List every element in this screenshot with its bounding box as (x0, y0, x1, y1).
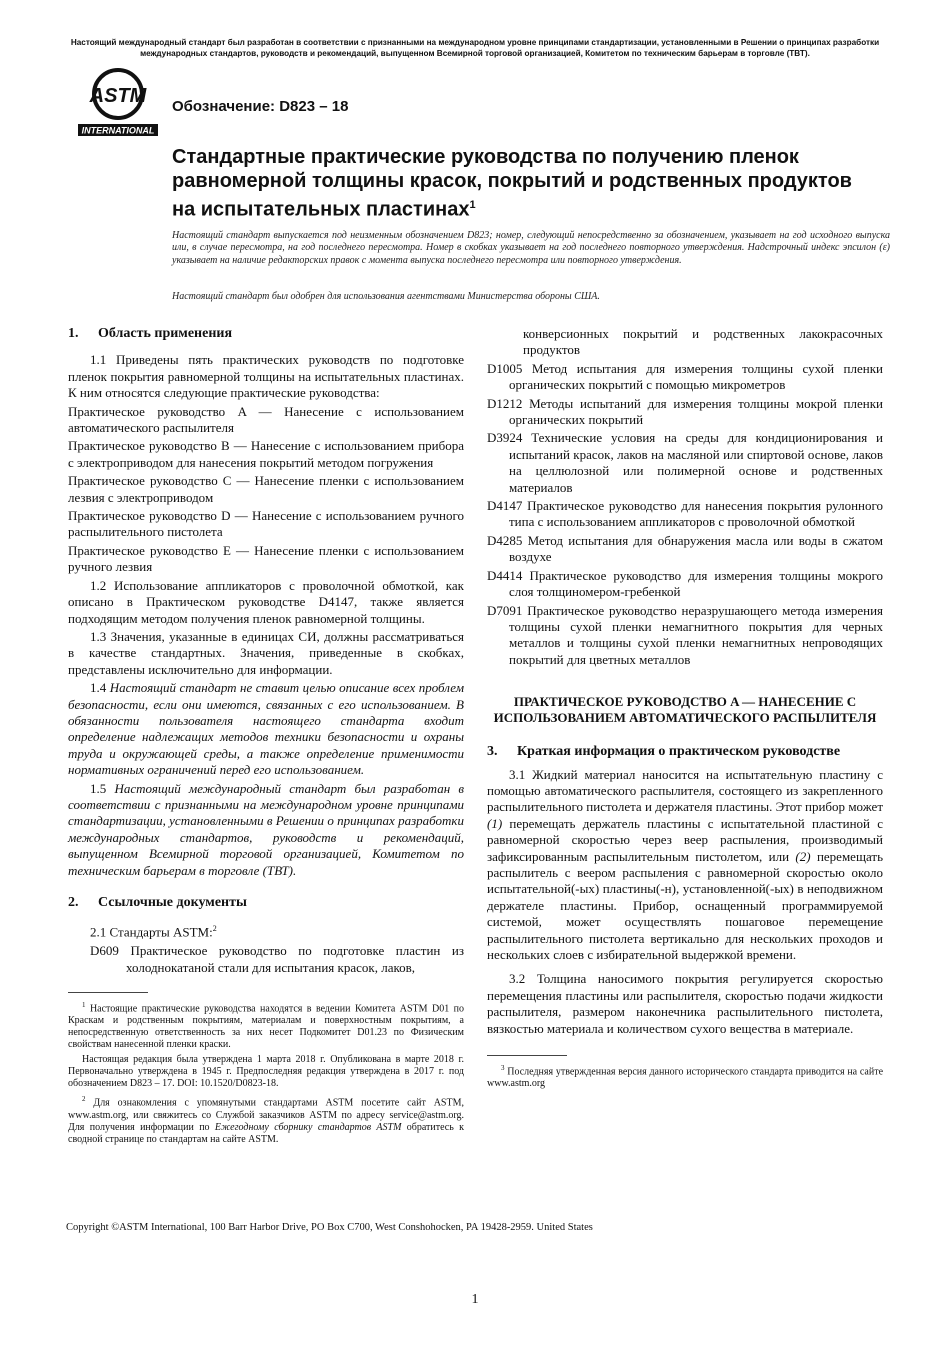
footnote-2-marker: 2 (82, 1095, 86, 1104)
ref-d4414-text: Практическое руководство для измерения толщины мокрого слоя толщиномером-гребенкой (509, 567, 884, 600)
para-3-1 (487, 767, 883, 964)
footnote-ref-2: 2 (212, 924, 217, 934)
footnote-divider-right (487, 1055, 567, 1056)
footnote-2-tail: обратитесь к сводной странице по стандартам на сайте ASTM. (68, 1121, 464, 1145)
left-column (68, 326, 464, 1149)
section-2-number: 2. (68, 895, 79, 910)
para-3-1-a: 3.1 Жидкий материал наносится на испытательную пластину с помощью автоматического распылителя, состоящего из закрепленного распылительного пистолета и держателя пластины. Этот прибор может (487, 766, 883, 815)
ref-d3924 (465, 430, 883, 496)
section-3-heading (487, 744, 883, 760)
ref-d609-text: Практическое руководство по подготовке пластин из холоднокатаной стали для испытания красок, лаков, (126, 943, 465, 975)
right-column (487, 326, 883, 1093)
para-3-1-marker-2: (2) (795, 848, 811, 864)
footnote-divider (68, 992, 148, 993)
para-1-4-text: Настоящий стандарт не ставит целью описание всех проблем безопасности, если они имеются, связанных с его использованием. В обязанности пользователя настоящего стандарта входит определение надлежащих методов техники безопасности и охраны труда и окружающей среды, а также определение применимости нормативных ограничений перед его использованием. (68, 680, 464, 778)
page-number: 1 (471, 1292, 479, 1307)
ref-d609-code: D609 (90, 943, 119, 959)
practice-b: Практическое руководство B — Нанесение с использованием прибора с электроприводом для нанесения покрытий методом погружения (68, 438, 464, 470)
para-3-1-b: перемещать держатель пластины с испытательной пластиной с равномерной скоростью через веер распыления, производимый зафиксированным распылительным пистолетом, или (487, 815, 883, 864)
ref-d3924-text: Технические условия на среды для кондиционирования и испытаний красок, лаков на масляной или спиртовой основе, лаков на целлюлозной или полимерной основе и родственных материалов (509, 430, 883, 495)
ref-d4414-code: D4414 (487, 567, 523, 583)
footnote-2-text: Для ознакомления с упомянутыми стандартами ASTM посетите сайт ASTM, www.astm.org, или свяжитесь со Службой заказчиков ASTM по адресу service@astm.org. Для получения информации по (68, 1097, 464, 1133)
para-1-4-number: 1.4 (90, 680, 107, 696)
footnote-1 (68, 999, 464, 1051)
section-3-number: 3. (487, 744, 498, 760)
para-1-5-number: 1.5 (90, 780, 107, 796)
footnote-1-text: Настоящие практические руководства находятся в ведении Комитета ASTM D01 по Краскам и родственным покрытиям, материалам и поверхностным покрытиям, а непосредственную ответственность за них несет Подкомитет D01.23 по Физическим свойствам нанесенной пленки краски. (68, 1003, 465, 1051)
ref-d1005-text: Метод испытания для измерения толщины сухой пленки органических покрытий с помощью микрометров (509, 360, 884, 393)
document-title (172, 145, 872, 222)
ref-d7091-text: Практическое руководство неразрушающего метода измерения толщины сухой пленки немагнитного покрытия для черных металлов и толщины сухой пленки немагнитных непроводящих покрытий для цветных металлов (509, 602, 884, 667)
footnote-2-italic: Ежегодному сборнику стандартов ASTM (214, 1121, 402, 1133)
logo-mark: ASTM (89, 85, 147, 107)
para-1-4 (68, 680, 464, 778)
para-1-2: 1.2 Использование аппликаторов с проволочной обмоткой, как описано в Практическом руководстве D4147, также является подходящим методом получения пленок равномерной толщины. (68, 577, 464, 626)
ref-d4285-text: Метод испытания для обнаружения масла или воды в сжатом воздухе (509, 532, 883, 565)
section-1-heading (68, 326, 464, 342)
ref-d1005-code: D1005 (487, 360, 523, 376)
ref-d7091-code: D7091 (487, 602, 523, 618)
astm-logo-icon (76, 66, 160, 138)
title-footnote-ref: 1 (469, 199, 476, 211)
ref-d4285 (465, 533, 883, 566)
para-3-1-c: перемещать распылитель с веером распыления с равномерной скоростью около испытательной(-ых) пластины(-н), установленной(-ых) в неподвижном держателе пластины. Прибор, оснащенный программируемой системой, может осуществлять пошаговое перемещение распылительного пистолета вертикально для нескольких проходов и нескольких слоев с избирательной выдержкой времени. (487, 848, 883, 962)
practice-d: Практическое руководство D — Нанесение с использованием ручного распылительного пистолета (68, 508, 464, 540)
section-3-title: Краткая информация о практическом руководстве (517, 744, 841, 760)
ref-d4285-code: D4285 (487, 532, 523, 548)
para-3-1-marker-1: (1) (487, 815, 503, 831)
practice-c: Практическое руководство C — Нанесение пленки с использованием лезвия с электроприводом (68, 473, 464, 505)
standard-notice: Настоящий международный стандарт был разработан в соответствии с признанными на международном уровне принципами стандартизации, установленными в Решении о принципах разработки международных стандартов, руководств и рекомендаций, выпущенном Всемирной торговой организацией, Комитетом по техническим барьерам в торговле (ТВТ). (70, 38, 880, 58)
ref-d1005 (465, 361, 883, 394)
title-text: Стандартные практические руководства по получению пленок равномерной толщины красок, покрытий и родственных продуктов на испытательных пластинах (172, 146, 852, 221)
ref-d1212-text: Методы испытаний для измерения толщины мокрой пленки органических покрытий (509, 395, 884, 428)
ref-d3924-code: D3924 (487, 430, 523, 446)
astm-logo (76, 66, 160, 138)
para-2-1-text: 2.1 Стандарты ASTM: (90, 924, 213, 940)
ref-d4147-text: Практическое руководство для нанесения покрытия рулонного типа с использованием аппликаторов с проволочной обмоткой (509, 498, 883, 530)
ref-d609 (68, 943, 464, 976)
logo-text: INTERNATIONAL (81, 125, 155, 136)
ref-d609-continued: конверсионных покрытий и родственных лакокрасочных продуктов (523, 326, 883, 358)
footnote-2 (68, 1093, 464, 1145)
para-1-5 (68, 781, 464, 879)
ref-d1212 (465, 396, 883, 429)
para-1-1: 1.1 Приведены пять практических руководств по подготовке пленок покрытия равномерной толщины на испытательных пластинах. К ним относятся следующие практические руководства: (68, 352, 464, 401)
ref-d4147 (465, 498, 883, 531)
practice-a-heading: ПРАКТИЧЕСКОЕ РУКОВОДСТВО A — НАНЕСЕНИЕ С ИСПОЛЬЗОВАНИЕМ АВТОМАТИЧЕСКОГО РАСПЫЛИТЕЛЯ (493, 694, 877, 726)
approval-note: Настоящий стандарт был одобрен для использования агентствами Министерства обороны США. (172, 291, 600, 302)
footnote-1-marker: 1 (82, 1000, 86, 1009)
footnote-1b: Настоящая редакция была утверждена 1 марта 2018 г. Опубликована в марте 2018 г. Первоначально утверждена в 1945 г. Предпоследняя редакция утверждена в 2017 г. под обозначением D823 – 17. DOI: 10.1520/D0823-18. (68, 1054, 464, 1090)
para-3-2: 3.2 Толщина наносимого покрытия регулируется скоростью перемещения пластины или распылителя, скоростью подачи жидкости распылителя, размером наконечника распылительного пистолета, вязкостью материала и количеством сухого вещества в материале. (487, 971, 883, 1036)
footnote-3 (487, 1062, 883, 1090)
practice-e: Практическое руководство E — Нанесение пленки с использованием ручного лезвия (68, 542, 464, 575)
para-1-5-text: Настоящий международный стандарт был разработан в соответствии с признанными на международном уровне принципами стандартизации, установленными в Решении о принципах разработки международных стандартов, руководств и рекомендаций, выпущенном Всемирной торговой организацией, Комитетом по техническим барьерам в торговле (ТВТ). (68, 780, 465, 878)
section-1-title: Область применения (98, 326, 233, 341)
ref-d4147-code: D4147 (487, 498, 523, 514)
ref-d7091 (465, 603, 883, 669)
section-1-number: 1. (68, 326, 79, 341)
section-2-heading (68, 895, 464, 911)
footnote-3-text: Последняя утвержденная версия данного исторического стандарта приводится на сайте www.astm.org (487, 1066, 884, 1090)
copyright: Copyright ©ASTM International, 100 Barr Harbor Drive, PO Box C700, West Conshohocken, PA 19428-2959. United States (66, 1222, 593, 1233)
issuance-note: Настоящий стандарт выпускается под неизменным обозначением D823; номер, следующий непосредственно за обозначением, указывает на год исходного выпуска или, в случае пересмотра, на год последнего пересмотра. Номер в скобках указывает на год последнего повторного утверждения. Надстрочный индекс эпсилон (ε) указывает на наличие редакторских правок с момента выпуска последнего пересмотра или повторного утверждения. (172, 230, 890, 266)
ref-d1212-code: D1212 (487, 395, 523, 411)
para-1-3: 1.3 Значения, указанные в единицах СИ, должны рассматриваться в качестве стандартных. Значения, приведенные в скобках, представлены исключительно для информации. (68, 628, 464, 677)
para-2-1 (68, 921, 464, 941)
section-2-title: Ссылочные документы (98, 895, 247, 910)
practice-a: Практическое руководство A — Нанесение с использованием автоматического распылителя (68, 403, 464, 436)
ref-d4414 (465, 568, 883, 601)
footnote-3-marker: 3 (501, 1064, 505, 1073)
designation: Обозначение: D823 – 18 (172, 98, 349, 115)
